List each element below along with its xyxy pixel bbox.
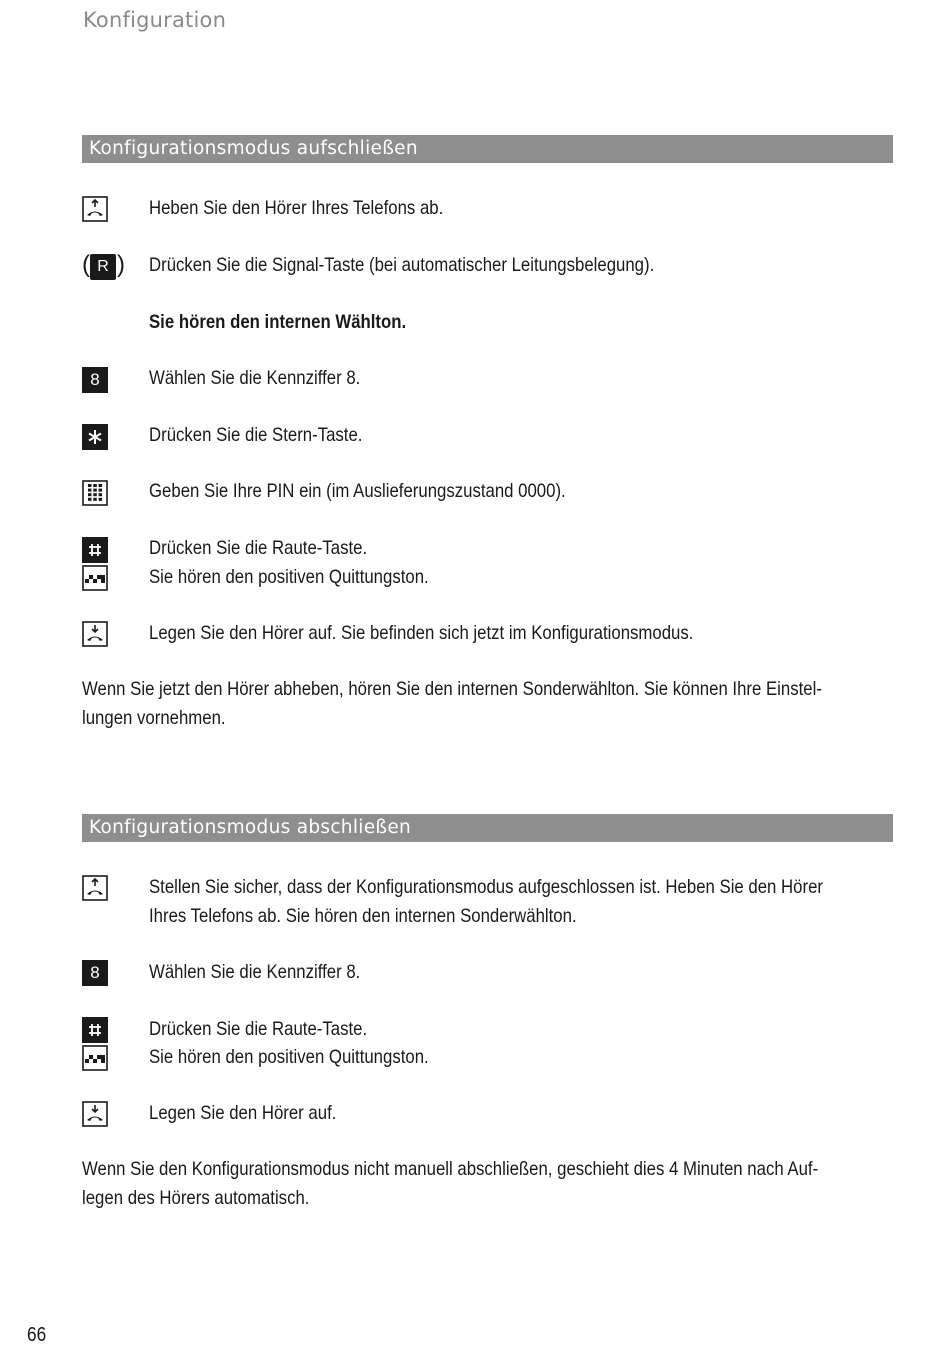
digit-key-icon: 8 — [82, 367, 108, 393]
step-text-line: Ihres Telefons ab. Sie hören den internen Sonderwählton. — [149, 905, 577, 927]
signal-key-r-icon: ( R ) — [82, 251, 125, 278]
handset-lift-icon — [82, 875, 108, 901]
page-number: 66 — [27, 1324, 47, 1346]
note-line: legen des Hörers automatisch. — [82, 1187, 310, 1209]
note-line: Wenn Sie jetzt den Hörer abheben, hören Sie den internen Sonderwählton. Sie können Ihre Einstel- — [82, 678, 822, 700]
running-head: Konfiguration — [83, 8, 227, 32]
star-key-icon — [82, 424, 108, 450]
confirmation-tone-icon — [82, 565, 108, 591]
step-text-line: Stellen Sie sicher, dass der Konfigurationsmodus aufgeschlossen ist. Heben Sie den Hörer — [149, 876, 823, 898]
section-heading-unlock: Konfigurationsmodus aufschließen — [82, 135, 893, 163]
step-text: Drücken Sie die Stern-Taste. — [149, 424, 363, 446]
step-text: Legen Sie den Hörer auf. — [149, 1102, 337, 1124]
step-text: Legen Sie den Hörer auf. Sie befinden sich jetzt im Konfigurationsmodus. — [149, 622, 694, 644]
section2-note — [82, 1155, 894, 1213]
step-text: Sie hören den internen Wählton. — [149, 311, 407, 333]
hash-key-icon — [82, 537, 108, 563]
handset-hangup-icon — [82, 1101, 108, 1127]
step-text: Drücken Sie die Raute-Taste. — [149, 1018, 368, 1040]
digit-key-icon: 8 — [82, 960, 108, 986]
step-text: Sie hören den positiven Quittungston. — [149, 1046, 429, 1068]
step-text: Wählen Sie die Kennziffer 8. — [149, 961, 361, 983]
step-text: Geben Sie Ihre PIN ein (im Auslieferungszustand 0000). — [149, 480, 566, 502]
handset-hangup-icon — [82, 621, 108, 647]
step-text: Drücken Sie die Raute-Taste. — [149, 537, 368, 559]
confirmation-tone-icon — [82, 1045, 108, 1071]
handset-lift-icon — [82, 196, 108, 222]
key-label: R — [90, 254, 116, 280]
step-text — [149, 873, 889, 931]
section1-note — [82, 675, 894, 733]
keypad-icon — [82, 480, 108, 506]
note-line: Wenn Sie den Konfigurationsmodus nicht manuell abschließen, geschieht dies 4 Minuten nach Auf- — [82, 1158, 819, 1180]
note-line: lungen vornehmen. — [82, 707, 226, 729]
step-text: Drücken Sie die Signal-Taste (bei automatischer Leitungsbelegung). — [149, 254, 655, 276]
hash-key-icon — [82, 1017, 108, 1043]
section-heading-lock: Konfigurationsmodus abschließen — [82, 814, 893, 842]
step-text: Heben Sie den Hörer Ihres Telefons ab. — [149, 197, 444, 219]
step-text: Wählen Sie die Kennziffer 8. — [149, 367, 361, 389]
step-text: Sie hören den positiven Quittungston. — [149, 566, 429, 588]
